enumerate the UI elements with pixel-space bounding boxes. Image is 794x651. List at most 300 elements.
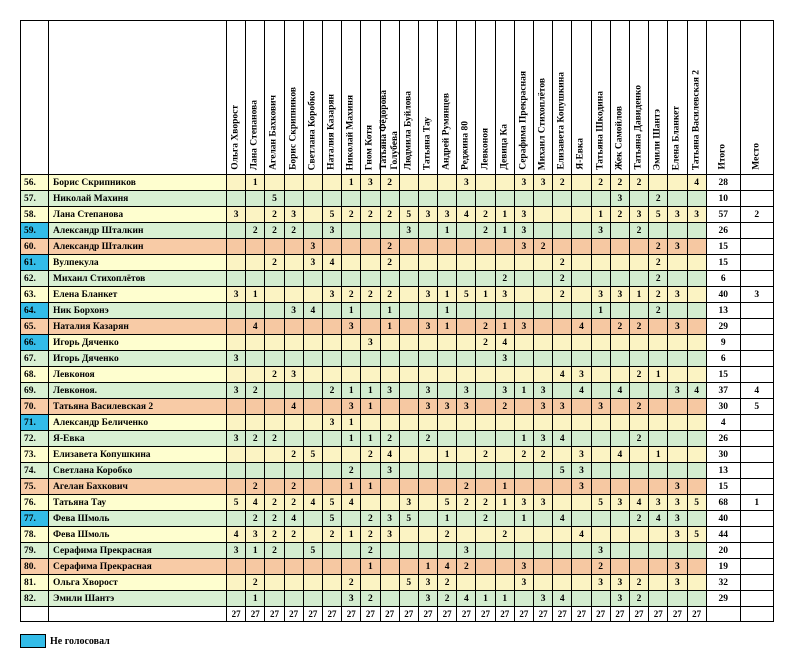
score-cell [572, 511, 591, 527]
participant-name: Елена Бланкет [49, 287, 227, 303]
score-cell: 1 [495, 207, 514, 223]
score-cell [553, 351, 572, 367]
score-cell: 3 [610, 495, 629, 511]
score-cell [534, 351, 553, 367]
score-cell [361, 239, 380, 255]
score-cell: 3 [572, 367, 591, 383]
score-cell [399, 543, 418, 559]
score-cell: 3 [284, 303, 303, 319]
row-number: 68. [21, 367, 49, 383]
score-cell [534, 303, 553, 319]
score-cell [246, 207, 265, 223]
row-number: 80. [21, 559, 49, 575]
column-sum: 27 [572, 607, 591, 622]
score-cell: 1 [361, 383, 380, 399]
score-cell [418, 511, 437, 527]
score-cell [687, 351, 706, 367]
score-cell [246, 239, 265, 255]
table-row [21, 463, 774, 479]
column-header [495, 21, 514, 175]
score-cell: 5 [553, 463, 572, 479]
score-cell [534, 575, 553, 591]
score-cell: 3 [591, 399, 610, 415]
score-cell: 1 [495, 591, 514, 607]
score-cell [438, 543, 457, 559]
score-cell [668, 223, 687, 239]
column-sum: 27 [246, 607, 265, 622]
score-cell [534, 463, 553, 479]
score-cell: 2 [284, 223, 303, 239]
score-cell [399, 527, 418, 543]
column-sum: 27 [265, 607, 284, 622]
score-cell [399, 335, 418, 351]
score-cell [495, 191, 514, 207]
score-cell: 3 [380, 511, 399, 527]
column-sum: 27 [687, 607, 706, 622]
score-cell: 3 [418, 399, 437, 415]
score-cell [342, 447, 361, 463]
score-cell: 3 [227, 543, 246, 559]
score-cell: 2 [476, 207, 495, 223]
row-number: 60. [21, 239, 49, 255]
score-cell [591, 415, 610, 431]
score-cell: 2 [380, 239, 399, 255]
place-cell [740, 447, 773, 463]
score-cell: 2 [246, 223, 265, 239]
score-cell [418, 367, 437, 383]
score-cell [227, 367, 246, 383]
score-cell [553, 415, 572, 431]
row-number: 63. [21, 287, 49, 303]
score-cell [322, 271, 341, 287]
score-cell [457, 255, 476, 271]
score-cell [610, 335, 629, 351]
score-cell: 5 [322, 511, 341, 527]
table-row [21, 575, 774, 591]
score-cell [591, 367, 610, 383]
score-cell [591, 463, 610, 479]
score-cell [246, 367, 265, 383]
score-cell [687, 559, 706, 575]
score-cell: 4 [303, 303, 322, 319]
score-cell [399, 239, 418, 255]
column-header-label: Серафима Прекрасная [518, 71, 529, 170]
score-cell [227, 559, 246, 575]
place-column-header [740, 21, 773, 175]
participant-name: Фева Шмоль [49, 511, 227, 527]
score-cell: 1 [629, 287, 648, 303]
score-cell [687, 223, 706, 239]
participant-name: Игорь Дяченко [49, 335, 227, 351]
score-cell: 3 [591, 575, 610, 591]
score-cell [572, 191, 591, 207]
score-cell: 1 [438, 511, 457, 527]
score-cell: 3 [668, 319, 687, 335]
score-cell [495, 303, 514, 319]
score-cell [687, 447, 706, 463]
score-cell: 1 [361, 559, 380, 575]
score-cell [303, 399, 322, 415]
score-cell [572, 559, 591, 575]
score-cell [303, 383, 322, 399]
score-cell [303, 479, 322, 495]
score-cell [687, 543, 706, 559]
column-header-label: Ольга Хворост [230, 105, 241, 170]
score-cell: 3 [572, 447, 591, 463]
score-cell [399, 479, 418, 495]
score-cell [246, 191, 265, 207]
score-cell [572, 303, 591, 319]
participant-name: Я-Евка [49, 431, 227, 447]
score-cell: 1 [514, 431, 533, 447]
score-cell: 3 [534, 431, 553, 447]
score-cell: 3 [380, 463, 399, 479]
header-row [21, 21, 774, 175]
score-cell [534, 271, 553, 287]
score-cell: 2 [246, 383, 265, 399]
score-cell: 3 [438, 399, 457, 415]
score-cell [553, 207, 572, 223]
score-cell [380, 479, 399, 495]
score-cell [303, 527, 322, 543]
score-cell [361, 303, 380, 319]
score-cell [553, 191, 572, 207]
score-cell [591, 591, 610, 607]
score-cell [303, 223, 322, 239]
column-sum: 27 [418, 607, 437, 622]
column-header [610, 21, 629, 175]
participant-name: Александр Шталкин [49, 223, 227, 239]
participant-name: Ник Борхонэ [49, 303, 227, 319]
score-cell [687, 319, 706, 335]
score-cell [418, 223, 437, 239]
score-cell [284, 319, 303, 335]
score-cell [438, 463, 457, 479]
score-cell: 3 [361, 175, 380, 191]
score-cell: 2 [476, 223, 495, 239]
score-cell: 3 [534, 591, 553, 607]
score-cell [227, 175, 246, 191]
score-cell [284, 415, 303, 431]
table-row [21, 415, 774, 431]
score-cell [610, 479, 629, 495]
score-cell [457, 463, 476, 479]
score-cell [322, 191, 341, 207]
place-cell [740, 175, 773, 191]
participant-name: Агелан Бахкович [49, 479, 227, 495]
column-sum: 27 [591, 607, 610, 622]
score-cell [342, 255, 361, 271]
column-header [227, 21, 246, 175]
score-cell: 1 [342, 175, 361, 191]
score-cell: 1 [246, 175, 265, 191]
score-cell [687, 255, 706, 271]
score-cell [457, 319, 476, 335]
column-sum: 27 [514, 607, 533, 622]
score-cell: 1 [246, 591, 265, 607]
score-cell: 1 [438, 303, 457, 319]
score-cell [629, 303, 648, 319]
column-header-label: Агелан Бахкович [268, 95, 279, 170]
column-header [303, 21, 322, 175]
score-cell [687, 463, 706, 479]
score-cell [649, 415, 668, 431]
score-cell [227, 223, 246, 239]
column-sum: 27 [534, 607, 553, 622]
score-cell [629, 463, 648, 479]
score-cell [265, 303, 284, 319]
score-cell: 2 [438, 527, 457, 543]
score-cell [227, 575, 246, 591]
score-cell [284, 191, 303, 207]
score-cell [514, 527, 533, 543]
score-cell: 4 [553, 431, 572, 447]
table-row [21, 223, 774, 239]
score-cell [591, 383, 610, 399]
score-cell [495, 367, 514, 383]
participant-name: Борис Скрипников [49, 175, 227, 191]
table-row [21, 559, 774, 575]
participant-name: Николай Махиня [49, 191, 227, 207]
score-cell [610, 351, 629, 367]
score-cell: 1 [495, 495, 514, 511]
total-cell: 30 [706, 447, 740, 463]
score-cell [303, 271, 322, 287]
table-row [21, 255, 774, 271]
score-cell [610, 431, 629, 447]
score-cell [284, 351, 303, 367]
score-cell [342, 239, 361, 255]
score-cell: 1 [246, 287, 265, 303]
score-cell: 4 [284, 399, 303, 415]
score-cell [303, 335, 322, 351]
score-cell [610, 239, 629, 255]
score-cell: 1 [649, 367, 668, 383]
score-cell [246, 351, 265, 367]
score-cell: 3 [514, 175, 533, 191]
score-cell: 2 [591, 559, 610, 575]
table-row [21, 543, 774, 559]
score-cell: 5 [303, 543, 322, 559]
not-voted-swatch [20, 634, 46, 648]
score-cell: 2 [361, 527, 380, 543]
score-cell [572, 351, 591, 367]
column-header-label: Татьяна Давиденко [633, 85, 644, 170]
place-cell [740, 335, 773, 351]
column-header [399, 21, 418, 175]
row-number: 76. [21, 495, 49, 511]
score-cell [303, 575, 322, 591]
score-cell: 3 [668, 383, 687, 399]
score-cell: 2 [246, 575, 265, 591]
score-cell: 2 [284, 495, 303, 511]
score-cell [284, 591, 303, 607]
score-cell: 5 [438, 495, 457, 511]
score-cell: 2 [284, 447, 303, 463]
column-sum: 27 [399, 607, 418, 622]
score-cell [227, 479, 246, 495]
column-header [418, 21, 437, 175]
score-cell: 3 [610, 287, 629, 303]
score-cell [476, 255, 495, 271]
score-cell [265, 463, 284, 479]
score-cell [476, 351, 495, 367]
score-cell: 3 [610, 191, 629, 207]
score-cell [380, 335, 399, 351]
score-cell [572, 223, 591, 239]
sums-blank [21, 607, 49, 622]
score-cell [514, 479, 533, 495]
column-sum: 27 [284, 607, 303, 622]
score-cell: 3 [303, 255, 322, 271]
score-cell [457, 303, 476, 319]
score-cell: 3 [227, 207, 246, 223]
score-cell [418, 303, 437, 319]
score-cell [457, 447, 476, 463]
score-cell [668, 255, 687, 271]
score-cell: 1 [438, 319, 457, 335]
column-header [514, 21, 533, 175]
score-cell [572, 575, 591, 591]
row-number: 65. [21, 319, 49, 335]
column-header [476, 21, 495, 175]
score-cell [265, 335, 284, 351]
table-row [21, 287, 774, 303]
score-cell: 3 [342, 591, 361, 607]
score-cell [534, 415, 553, 431]
table-row [21, 527, 774, 543]
total-cell: 28 [706, 175, 740, 191]
score-cell [418, 335, 437, 351]
voting-results-table [20, 20, 774, 622]
participant-name: Татьяна Тау [49, 495, 227, 511]
score-cell [438, 367, 457, 383]
score-cell [322, 399, 341, 415]
score-cell: 1 [418, 559, 437, 575]
score-cell [591, 527, 610, 543]
score-cell [380, 367, 399, 383]
score-cell [668, 431, 687, 447]
score-cell [246, 447, 265, 463]
row-number: 79. [21, 543, 49, 559]
column-sum: 27 [438, 607, 457, 622]
score-cell [457, 223, 476, 239]
score-cell [534, 223, 553, 239]
score-cell [610, 271, 629, 287]
score-cell [495, 175, 514, 191]
column-header-label: Наталия Казарян [326, 94, 337, 170]
score-cell: 3 [457, 175, 476, 191]
score-cell [361, 255, 380, 271]
score-cell: 2 [380, 207, 399, 223]
score-cell [457, 415, 476, 431]
score-cell: 3 [418, 591, 437, 607]
column-sum: 27 [342, 607, 361, 622]
score-cell [303, 319, 322, 335]
score-cell: 3 [553, 399, 572, 415]
score-cell: 2 [476, 335, 495, 351]
column-header-label: Девица Ка [499, 124, 510, 170]
score-cell [246, 559, 265, 575]
score-cell: 2 [265, 511, 284, 527]
column-header [591, 21, 610, 175]
score-cell: 4 [322, 255, 341, 271]
score-cell: 5 [591, 495, 610, 511]
total-cell: 9 [706, 335, 740, 351]
score-cell [687, 479, 706, 495]
score-cell: 2 [649, 239, 668, 255]
score-cell [265, 271, 284, 287]
place-cell [740, 511, 773, 527]
row-number: 59. [21, 223, 49, 239]
score-cell: 5 [322, 207, 341, 223]
table-row [21, 239, 774, 255]
score-cell: 2 [514, 447, 533, 463]
score-cell [649, 383, 668, 399]
score-cell: 4 [572, 527, 591, 543]
score-cell [457, 367, 476, 383]
total-column-header [706, 21, 740, 175]
score-cell [534, 319, 553, 335]
column-header [457, 21, 476, 175]
row-number: 73. [21, 447, 49, 463]
score-cell: 2 [495, 271, 514, 287]
score-cell [322, 591, 341, 607]
score-cell: 1 [495, 479, 514, 495]
score-cell [514, 335, 533, 351]
score-cell [342, 335, 361, 351]
score-cell: 3 [361, 335, 380, 351]
score-cell: 3 [591, 287, 610, 303]
score-cell [322, 351, 341, 367]
total-header-label: Итого [717, 144, 728, 170]
column-sum: 27 [227, 607, 246, 622]
column-header-label: Елена Бланкет [671, 105, 682, 170]
score-cell [284, 239, 303, 255]
score-cell: 4 [380, 447, 399, 463]
score-cell: 3 [668, 207, 687, 223]
column-header-label: Татьяна Фёдорова Голубева [378, 90, 400, 170]
score-cell: 2 [380, 431, 399, 447]
column-header-label: Андрей Румянцев [441, 93, 452, 170]
score-cell [629, 479, 648, 495]
column-header-label: Гном Котя [364, 124, 375, 170]
score-cell: 3 [399, 223, 418, 239]
score-cell: 2 [476, 319, 495, 335]
score-cell: 5 [322, 495, 341, 511]
score-cell [418, 527, 437, 543]
score-cell [553, 495, 572, 511]
score-cell [246, 271, 265, 287]
row-number: 81. [21, 575, 49, 591]
score-cell [591, 239, 610, 255]
column-header [572, 21, 591, 175]
score-cell [629, 527, 648, 543]
score-cell: 2 [246, 511, 265, 527]
total-cell: 26 [706, 431, 740, 447]
score-cell [514, 303, 533, 319]
score-cell [476, 367, 495, 383]
total-cell: 29 [706, 319, 740, 335]
place-cell [740, 575, 773, 591]
score-cell [418, 191, 437, 207]
score-cell [399, 271, 418, 287]
row-number: 61. [21, 255, 49, 271]
place-cell [740, 479, 773, 495]
score-cell [361, 415, 380, 431]
participant-name: Александр Шталкин [49, 239, 227, 255]
score-cell: 2 [361, 591, 380, 607]
